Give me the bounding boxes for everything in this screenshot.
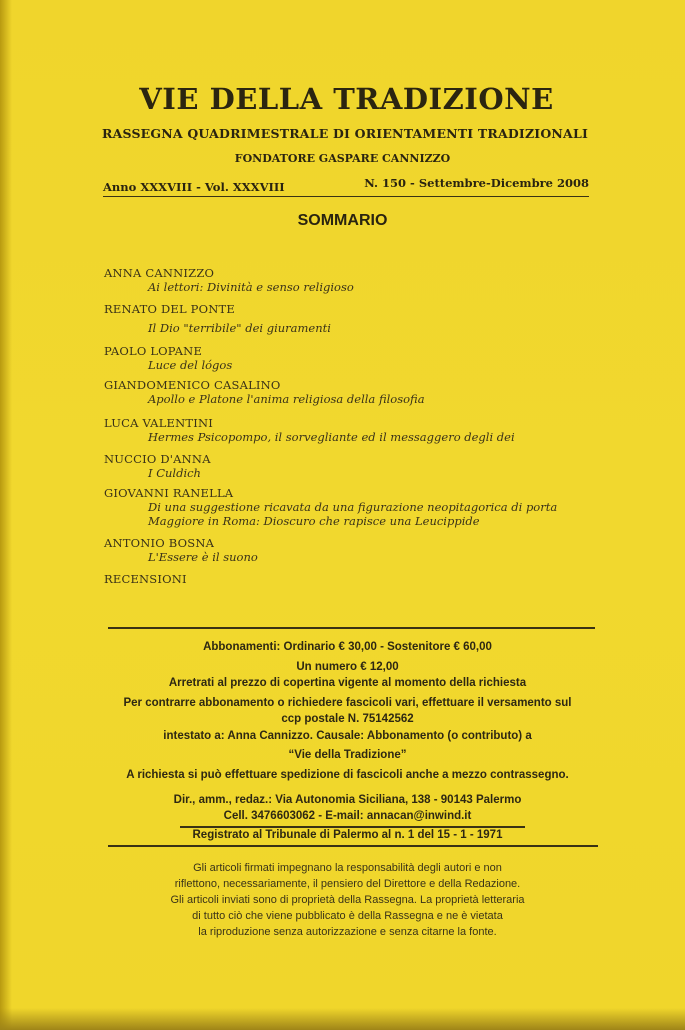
toc-author: NUCCIO D'ANNA xyxy=(104,452,211,466)
issue-info-row xyxy=(103,176,589,197)
toc-entry xyxy=(104,266,604,294)
contact-line: Cell. 3476603062 - E-mail: annacan@inwind.it xyxy=(223,810,472,822)
disclaimer-line: di tutto ciò che viene pubblicato è della Rassegna e ne è vietata xyxy=(192,910,503,922)
toc-article: Ai lettori: Divinità e senso religioso xyxy=(148,280,354,294)
toc-author: LUCA VALENTINI xyxy=(104,416,214,430)
subscription-prices: Abbonamenti: Ordinario € 30,00 - Sostenitore € 60,00 xyxy=(203,641,492,653)
journal-subtitle: RASSEGNA QUADRIMESTRALE DI ORIENTAMENTI TRADIZIONALI xyxy=(102,126,588,141)
issue-number-label: N. 150 - Settembre-Dicembre 2008 xyxy=(364,176,589,190)
toc-article: Hermes Psicopompo, il sorvegliante ed il messaggero degli dei xyxy=(148,430,515,444)
toc-article: Il Dio "terribile" dei giuramenti xyxy=(148,321,331,335)
toc-entry xyxy=(104,452,604,480)
toc-article-continued: Maggiore in Roma: Dioscuro che rapisce una Leucippide xyxy=(148,514,480,528)
toc-entry xyxy=(104,572,604,586)
toc-entry xyxy=(104,486,604,528)
disclaimer-line: riflettono, necessariamente, il pensiero del Direttore e della Redazione. xyxy=(174,878,521,890)
back-issues-note: Arretrati al prezzo di copertina vigente al momento della richiesta xyxy=(168,677,527,689)
disclaimer-line: Gli articoli firmati impegnano la responsabilità degli autori e non xyxy=(193,862,502,874)
sommario-heading: SOMMARIO xyxy=(297,212,388,229)
shipping-note: A richiesta si può effettuare spedizione di fascicoli anche a mezzo contrassegno. xyxy=(126,769,569,781)
toc-article: Di una suggestione ricavata da una figurazione neopitagorica di porta xyxy=(148,500,558,514)
toc-author: GIOVANNI RANELLA xyxy=(104,486,234,500)
postal-account: ccp postale N. 75142562 xyxy=(281,713,414,725)
payment-instructions: Per contrarre abbonamento o richiedere fascicoli vari, effettuare il versamento sul xyxy=(123,697,572,709)
divider-line xyxy=(108,845,598,847)
toc-entry xyxy=(104,536,604,564)
divider-line xyxy=(180,826,525,828)
toc-article: Luce del lógos xyxy=(148,358,233,372)
toc-author: RECENSIONI xyxy=(104,572,187,586)
payee-line: intestato a: Anna Cannizzo. Causale: Abbonamento (o contributo) a xyxy=(163,730,532,742)
toc-entry xyxy=(104,344,604,372)
journal-name-quote: “Vie della Tradizione” xyxy=(288,749,407,761)
toc-article: I Culdich xyxy=(148,466,201,480)
divider-line xyxy=(108,627,595,629)
toc-entry xyxy=(104,302,604,335)
disclaimer-line: Gli articoli inviati sono di proprietà della Rassegna. La proprietà letteraria xyxy=(170,894,525,906)
registration-line: Registrato al Tribunale di Palermo al n. 1 del 15 - 1 - 1971 xyxy=(192,829,503,841)
toc-author: ANTONIO BOSNA xyxy=(104,536,215,550)
toc-author: PAOLO LOPANE xyxy=(104,344,203,358)
address-line: Dir., amm., redaz.: Via Autonomia Siciliana, 138 - 90143 Palermo xyxy=(173,794,522,806)
toc-article: L'Essere è il suono xyxy=(148,550,258,564)
toc-author: RENATO DEL PONTE xyxy=(104,302,235,316)
toc-entry xyxy=(104,378,604,406)
founder-line: FONDATORE GASPARE CANNIZZO xyxy=(234,152,451,165)
page-bottom-shadow xyxy=(0,1008,685,1030)
toc-entry xyxy=(104,416,604,444)
toc-article: Apollo e Platone l'anima religiosa della filosofia xyxy=(148,392,425,406)
toc-author: GIANDOMENICO CASALINO xyxy=(104,378,281,392)
journal-title: VIE DELLA TRADIZIONE xyxy=(139,82,554,116)
volume-label: Anno XXXVIII - Vol. XXXVIII xyxy=(103,180,285,194)
toc-author: ANNA CANNIZZO xyxy=(104,266,215,280)
disclaimer-line: la riproduzione senza autorizzazione e senza citarne la fonte. xyxy=(198,926,497,938)
single-issue-price: Un numero € 12,00 xyxy=(296,661,399,673)
